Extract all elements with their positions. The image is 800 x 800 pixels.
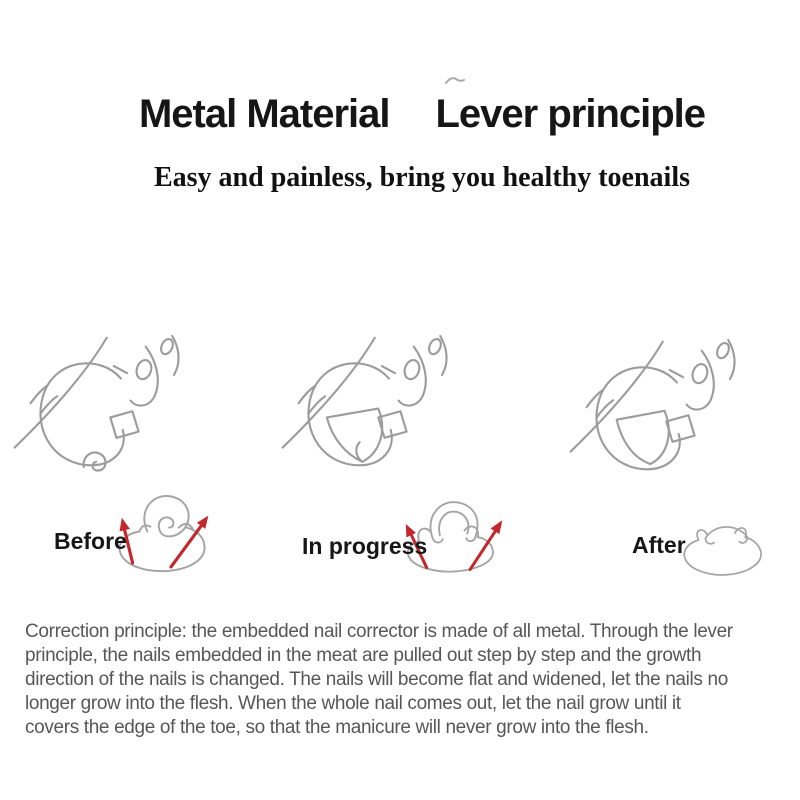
paragraph-line: covers the edge of the toe, so that the manicure will never grow into the flesh. — [25, 717, 649, 738]
paragraph-line: principle, the nails embedded in the meat are pulled out step by step and the growth — [25, 645, 702, 666]
paragraph-line: longer grow into the flesh. When the whole nail comes out, let the nail grow until it — [25, 693, 681, 714]
toe-cross-section-after — [676, 500, 780, 580]
foot-illustration-after — [560, 336, 746, 514]
stage-in-progress — [266, 330, 532, 592]
stage-label-after: After — [632, 532, 686, 558]
paragraph-line: Correction principle: the embedded nail corrector is made of all metal. Through the lever — [25, 621, 733, 642]
correction-principle-paragraph — [25, 620, 785, 740]
toe-flesh-outline — [684, 528, 761, 575]
headline — [22, 92, 800, 137]
foot-line-art — [15, 336, 179, 465]
subtitle: Easy and painless, bring you healthy toenails — [153, 162, 691, 193]
opening-nail-arch — [431, 502, 478, 542]
stage-label-before: Before — [54, 528, 127, 554]
curled-nail-spiral — [144, 496, 188, 536]
stage-before — [0, 330, 266, 592]
ingrown-nail-curl — [84, 452, 106, 470]
healthy-nail-plate — [617, 411, 669, 464]
faint-squiggle-mark — [444, 74, 466, 86]
paragraph-line: direction of the nails is changed. The nails will become flat and widened, let the nails no — [25, 669, 728, 690]
title-lever-principle: Lever principle — [435, 92, 706, 136]
flat-nail-arc — [705, 527, 747, 544]
foot-line-art — [283, 336, 447, 465]
toe-cross-section-before — [110, 486, 228, 577]
lifting-nail-plate — [327, 409, 382, 462]
foot-illustration-before — [4, 332, 190, 510]
foot-line-art — [571, 340, 735, 469]
stage-label-in-progress: In progress — [302, 533, 428, 559]
red-arrows — [120, 516, 209, 567]
title-metal-material: Metal Material — [138, 92, 390, 136]
stage-after — [532, 330, 798, 592]
foot-illustration-in-progress — [272, 332, 458, 510]
stages-row — [0, 330, 800, 592]
